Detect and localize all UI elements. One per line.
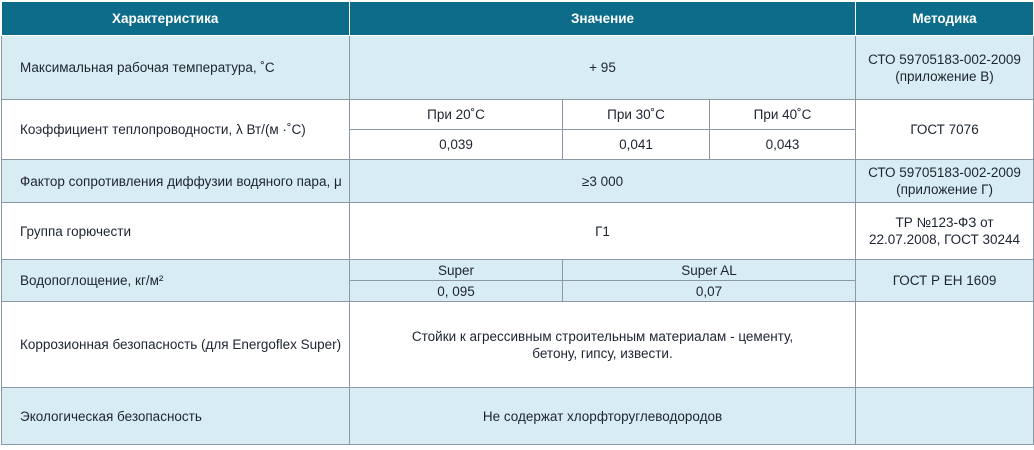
row-value: + 95	[350, 36, 856, 100]
row-label: Максимальная рабочая температура, ˚С	[2, 36, 350, 100]
row-value: 0,07	[563, 281, 856, 302]
row-method	[856, 388, 1034, 445]
row-value: Стойки к агрессивным строительным материалам - цементу, бетону, гипсу, извести.	[350, 302, 856, 388]
row-label: Водопоглощение, кг/м²	[2, 260, 350, 302]
row-label: Группа горючести	[2, 203, 350, 260]
table-row	[2, 260, 1034, 281]
row-method: СТО 59705183-002-2009 (приложение В)	[856, 36, 1034, 100]
row-value: Не содержат хлорфторуглеводородов	[350, 388, 856, 445]
sub-header: Super	[350, 260, 563, 281]
row-method: ГОСТ Р ЕН 1609	[856, 260, 1034, 302]
row-value: Г1	[350, 203, 856, 260]
row-value: 0,039	[350, 130, 563, 160]
properties-table	[1, 1, 1034, 445]
sub-header: Super AL	[563, 260, 856, 281]
row-label: Экологическая безопасность	[2, 388, 350, 445]
header-characteristic: Характеристика	[2, 2, 350, 36]
row-label: Фактор сопротивления диффузии водяного пара, μ	[2, 160, 350, 203]
row-method: ТР №123-ФЗ от 22.07.2008, ГОСТ 30244	[856, 203, 1034, 260]
row-value: 0, 095	[350, 281, 563, 302]
row-value: 0,043	[710, 130, 856, 160]
row-label: Коррозионная безопасность (для Energoflex Super)	[2, 302, 350, 388]
row-method: ГОСТ 7076	[856, 100, 1034, 160]
row-value: 0,041	[563, 130, 710, 160]
sub-header: При 30˚С	[563, 100, 710, 130]
row-method	[856, 302, 1034, 388]
table-row	[2, 302, 1034, 388]
table-row	[2, 388, 1034, 445]
table-row	[2, 160, 1034, 203]
table-row	[2, 100, 1034, 130]
row-value: ≥3 000	[350, 160, 856, 203]
table-row	[2, 203, 1034, 260]
sub-header: При 20˚С	[350, 100, 563, 130]
row-label: Коэффициент теплопроводности, λ Вт/(м ·˚С)	[2, 100, 350, 160]
table-row	[2, 36, 1034, 100]
header-method: Методика	[856, 2, 1034, 36]
row-method: СТО 59705183-002-2009 (приложение Г)	[856, 160, 1034, 203]
header-value: Значение	[350, 2, 856, 36]
header-row	[2, 2, 1034, 36]
sub-header: При 40˚С	[710, 100, 856, 130]
